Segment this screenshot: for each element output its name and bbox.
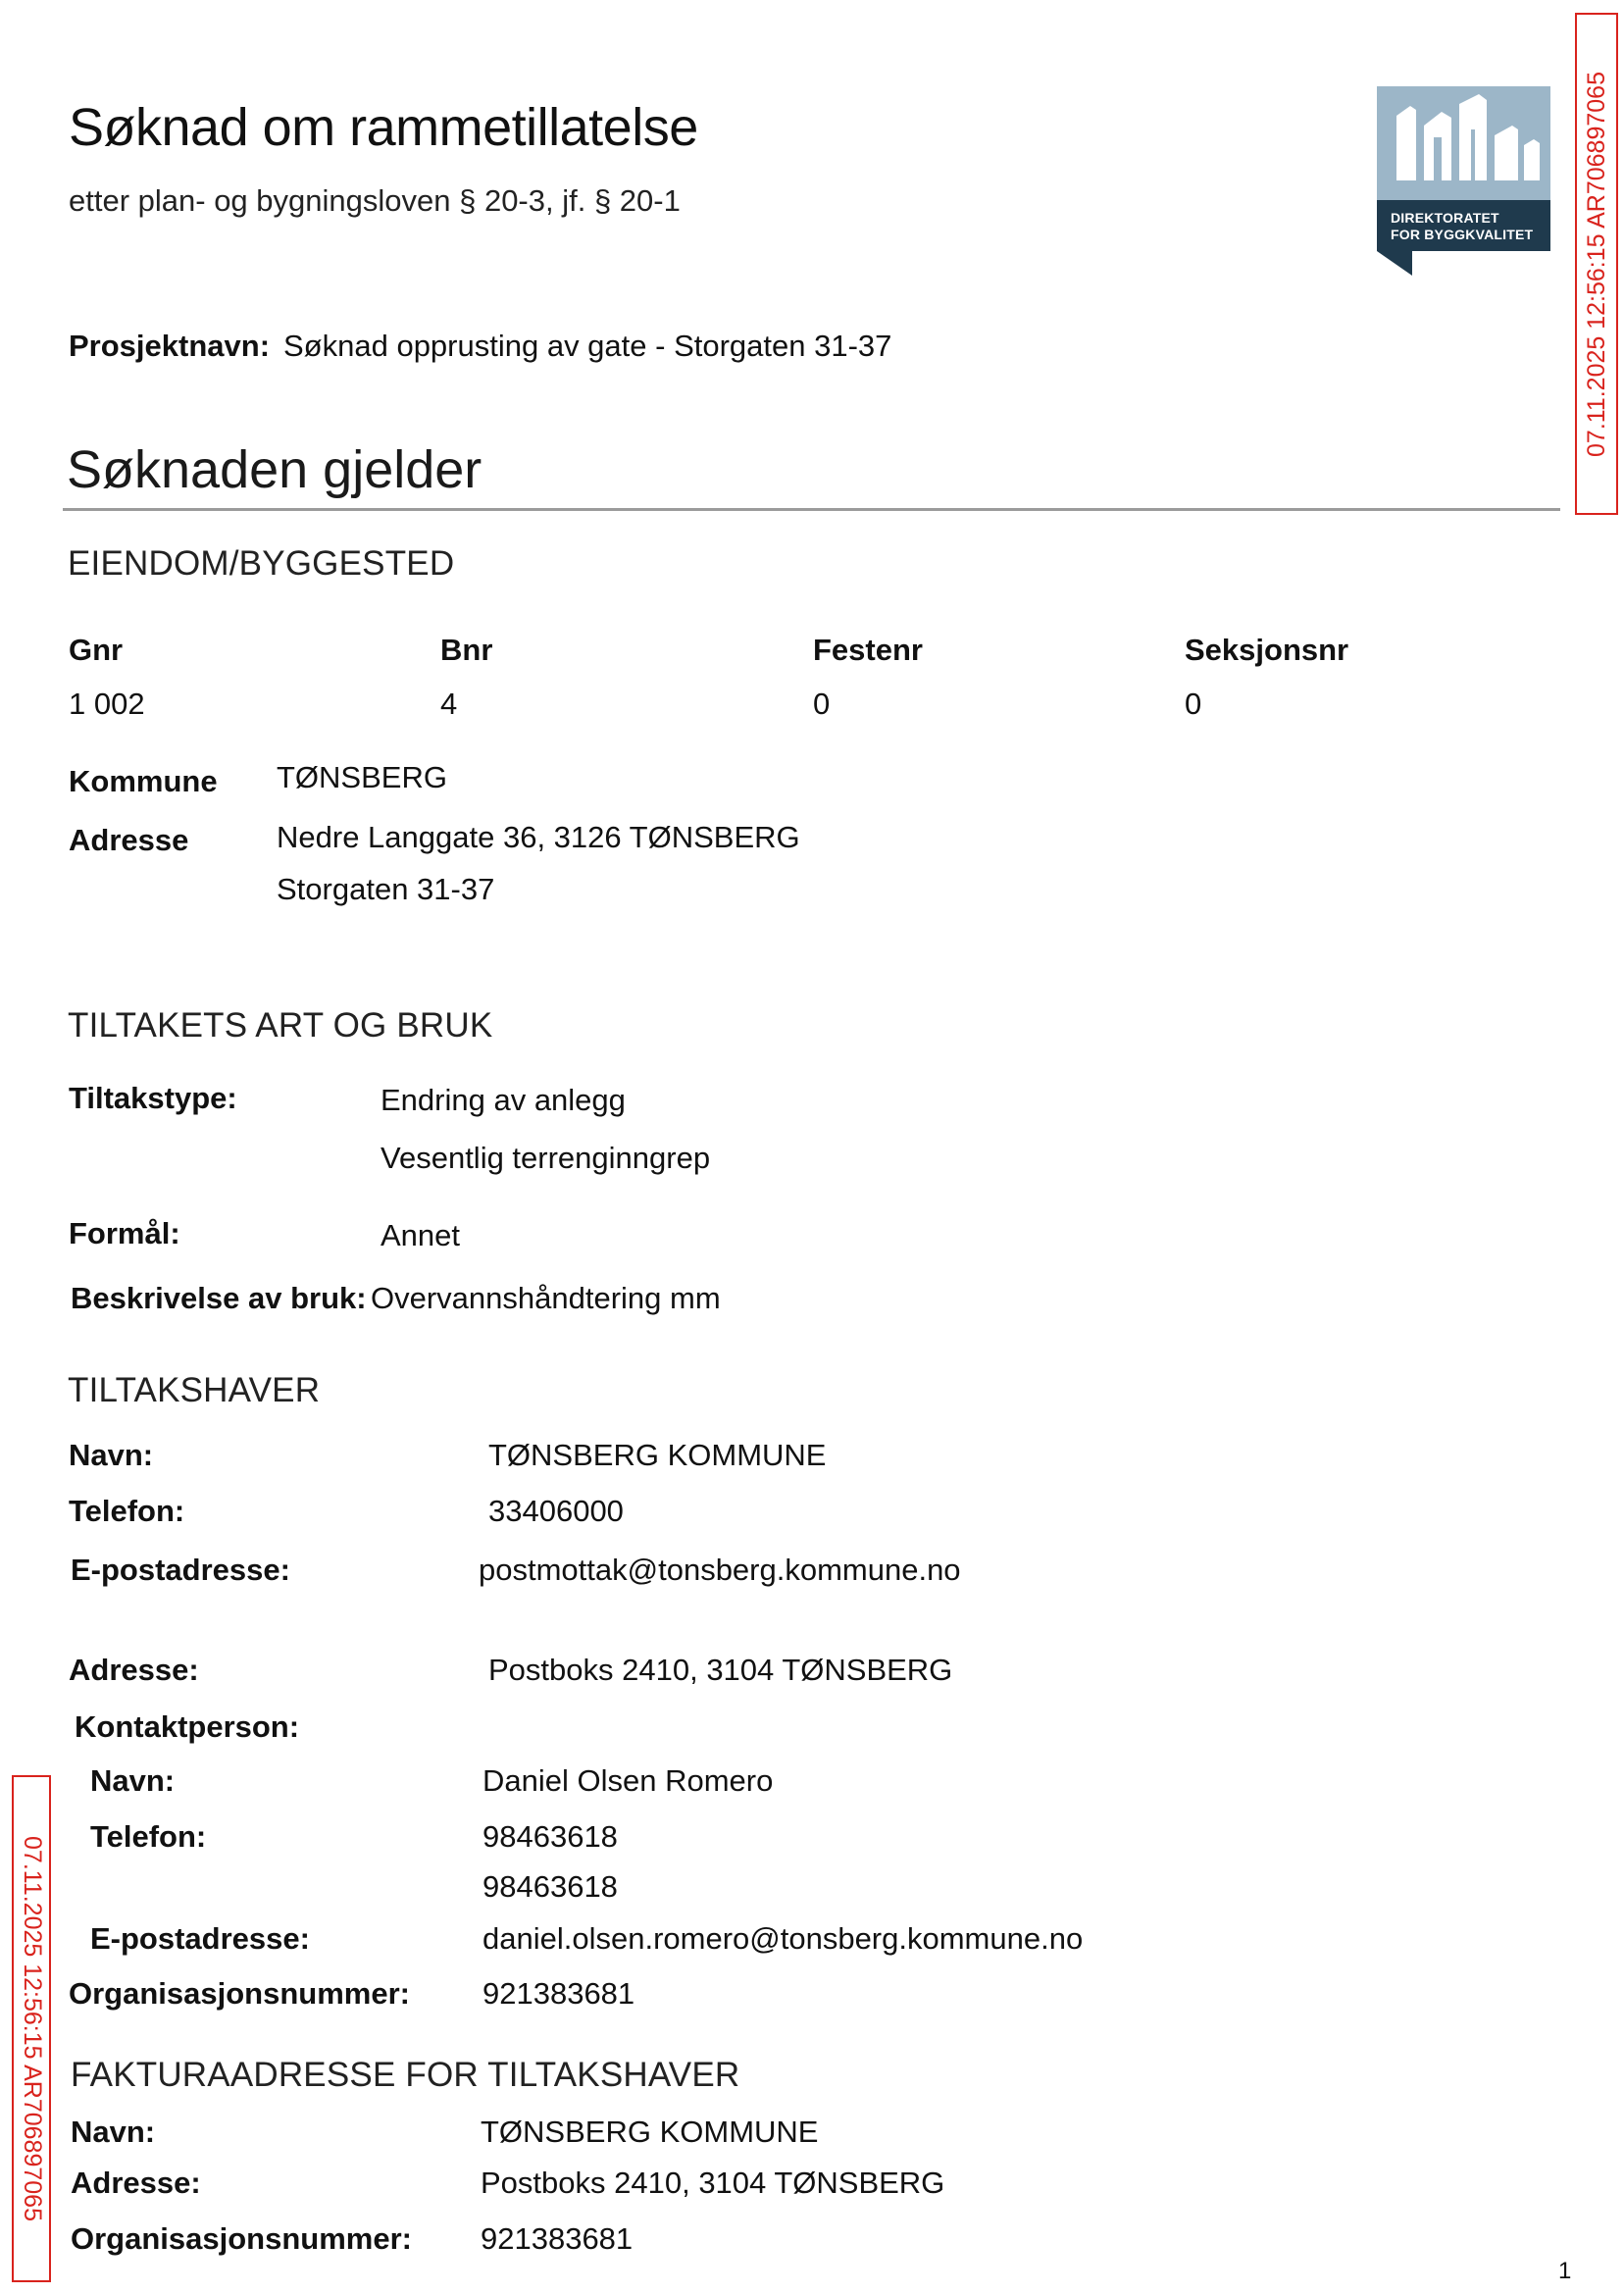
applicant-address-value: Postboks 2410, 3104 TØNSBERG: [488, 1653, 953, 1687]
project-label: Prosjektnavn:: [69, 329, 271, 363]
dibk-logo-graphic: [1377, 86, 1550, 276]
usage-label: Beskrivelse av bruk:: [71, 1281, 367, 1315]
section-divider: [63, 508, 1560, 511]
section-title: Søknaden gjelder: [67, 440, 482, 499]
page-number: 1: [1558, 2258, 1572, 2284]
contact-phone-value-1: 98463618: [482, 1819, 618, 1854]
measure-heading: TILTAKETS ART OG BRUK: [68, 1006, 493, 1045]
property-address-line-1: Nedre Langgate 36, 3126 TØNSBERG: [277, 820, 800, 854]
seksjonsnr-label: Seksjonsnr: [1185, 633, 1349, 667]
contact-name-value: Daniel Olsen Romero: [482, 1763, 774, 1798]
purpose-label: Formål:: [69, 1216, 180, 1250]
gnr-value: 1 002: [69, 687, 145, 721]
festenr-value: 0: [813, 687, 831, 721]
billing-name-value: TØNSBERG KOMMUNE: [481, 2115, 819, 2149]
billing-org-label: Organisasjonsnummer:: [71, 2221, 412, 2256]
usage-value: Overvannshåndtering mm: [371, 1281, 721, 1315]
property-address-label: Adresse: [69, 823, 189, 857]
document-title: Søknad om rammetillatelse: [69, 98, 698, 157]
billing-name-label: Navn:: [71, 2115, 156, 2149]
document-subtitle: etter plan- og bygningsloven § 20-3, jf. § 20-1: [69, 183, 681, 218]
festenr-label: Festenr: [813, 633, 923, 667]
measure-type-value-1: Endring av anlegg: [381, 1083, 626, 1117]
gnr-label: Gnr: [69, 633, 124, 667]
contact-phone-value-2: 98463618: [482, 1869, 618, 1904]
received-stamp-bottom-text: 07.11.2025 12:56:15 AR706897065: [18, 1836, 46, 2221]
billing-org-value: 921383681: [481, 2221, 634, 2256]
received-stamp-top: [1575, 13, 1618, 515]
applicant-name-value: TØNSBERG KOMMUNE: [488, 1438, 827, 1472]
measure-type-label: Tiltakstype:: [69, 1081, 237, 1115]
bnr-value: 4: [440, 687, 458, 721]
purpose-value: Annet: [381, 1218, 461, 1252]
received-stamp-top-text: 07.11.2025 12:56:15 AR706897065: [1582, 71, 1610, 457]
applicant-email-label: E-postadresse:: [71, 1553, 290, 1587]
applicant-org-value: 921383681: [482, 1976, 635, 2011]
applicant-phone-value: 33406000: [488, 1494, 624, 1528]
property-heading: EIENDOM/BYGGESTED: [68, 544, 455, 583]
applicant-address-label: Adresse:: [69, 1653, 199, 1687]
municipality-value: TØNSBERG: [277, 760, 447, 794]
seksjonsnr-value: 0: [1185, 687, 1202, 721]
dibk-logo: [1377, 86, 1550, 276]
measure-type-value-2: Vesentlig terrenginngrep: [381, 1141, 711, 1175]
applicant-heading: TILTAKSHAVER: [68, 1371, 321, 1409]
property-address-line-2: Storgaten 31-37: [277, 872, 495, 906]
project-value: Søknad opprusting av gate - Storgaten 31-37: [283, 329, 892, 363]
bnr-label: Bnr: [440, 633, 493, 667]
billing-heading: FAKTURAADRESSE FOR TILTAKSHAVER: [71, 2056, 740, 2094]
contact-name-label: Navn:: [90, 1763, 176, 1798]
applicant-name-label: Navn:: [69, 1438, 154, 1472]
billing-address-label: Adresse:: [71, 2166, 201, 2200]
municipality-label: Kommune: [69, 764, 218, 798]
logo-line-2: FOR BYGGKVALITET: [1391, 227, 1534, 242]
received-stamp-bottom: [12, 1775, 51, 2282]
contact-phone-label: Telefon:: [90, 1819, 207, 1854]
billing-address-value: Postboks 2410, 3104 TØNSBERG: [481, 2166, 945, 2200]
contact-heading: Kontaktperson:: [75, 1709, 300, 1744]
applicant-email-value: postmottak@tonsberg.kommune.no: [479, 1553, 961, 1587]
applicant-org-label: Organisasjonsnummer:: [69, 1976, 410, 2011]
contact-email-label: E-postadresse:: [90, 1921, 310, 1956]
applicant-phone-label: Telefon:: [69, 1494, 185, 1528]
logo-line-1: DIREKTORATET: [1391, 210, 1499, 226]
contact-email-value: daniel.olsen.romero@tonsberg.kommune.no: [482, 1921, 1084, 1956]
